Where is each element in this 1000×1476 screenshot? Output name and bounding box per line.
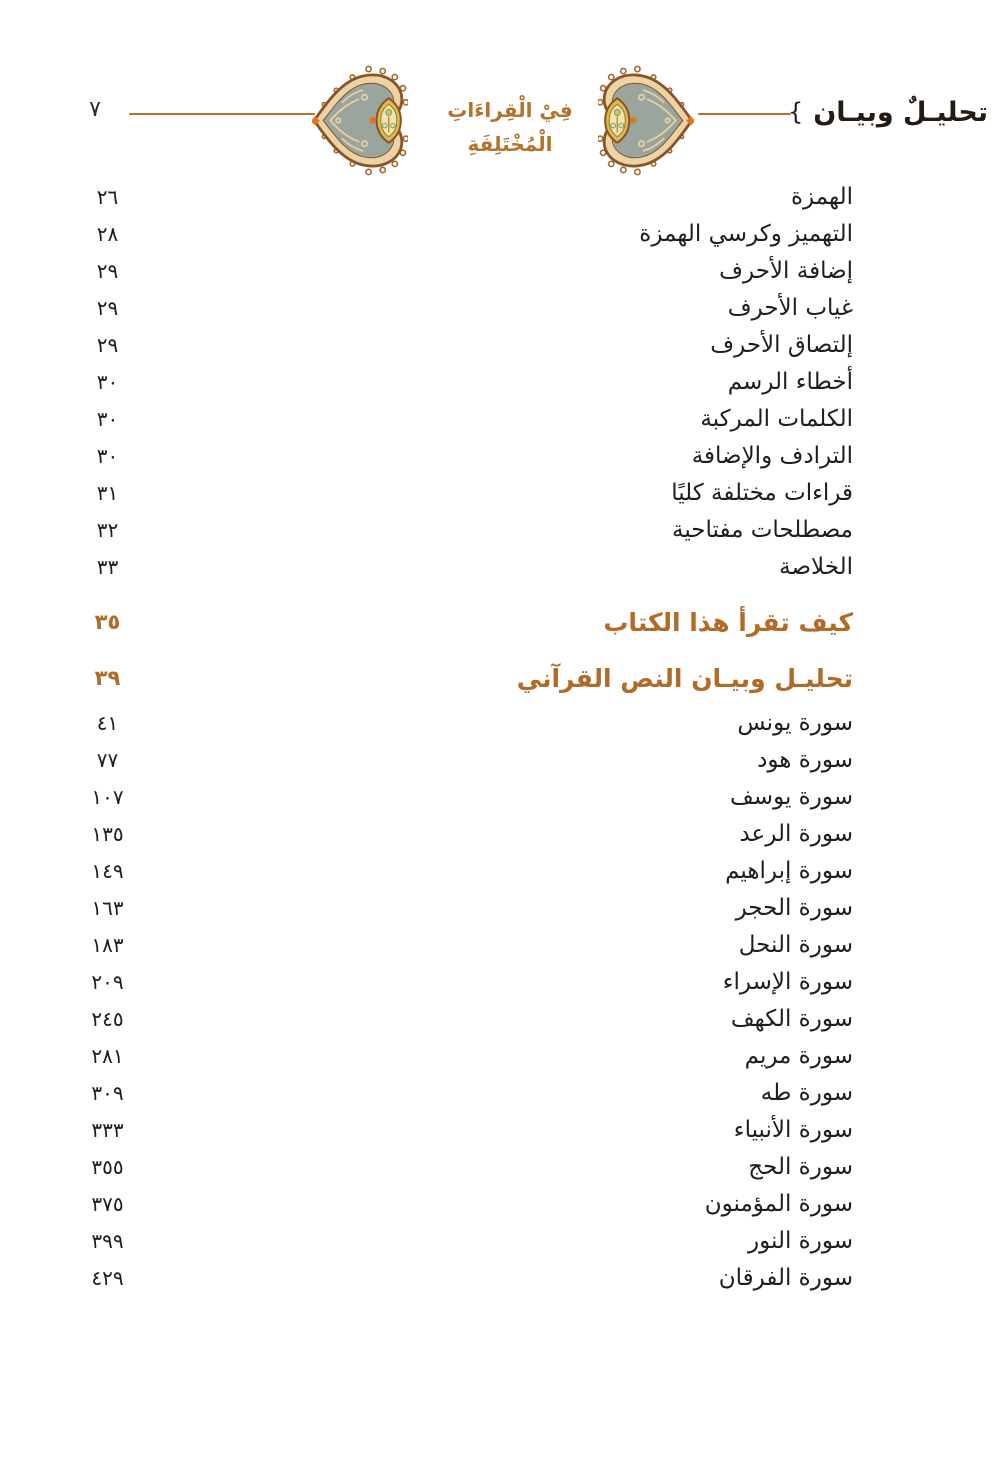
toc-heading-title: كيف تقرأ هذا الكتاب	[603, 607, 853, 637]
toc-page-number: ٣٣٣	[91, 1117, 124, 1142]
toc-row	[70, 704, 853, 741]
toc-page-number: ١٤٩	[91, 858, 124, 883]
toc-page-number: ٧٧	[96, 747, 119, 772]
toc-entry-title: الترادف والإضافة	[691, 442, 853, 469]
toc-page-number: ٢٩	[96, 332, 119, 357]
toc-row	[70, 400, 853, 437]
toc-row	[70, 1000, 853, 1037]
toc-entry-title: سورة الحج	[748, 1153, 853, 1180]
toc-entry-title: التهميز وكرسي الهمزة	[639, 220, 853, 247]
toc-page-number: ١٠٧	[91, 784, 124, 809]
header-rule-right	[698, 113, 791, 115]
toc-row	[70, 548, 853, 585]
toc-row	[70, 1111, 853, 1148]
toc-entry-title: الكلمات المركبة	[700, 405, 853, 432]
toc-row	[70, 363, 853, 400]
toc-page-number: ٤١	[96, 710, 119, 735]
toc-entry-title: سورة الكهف	[730, 1005, 853, 1032]
toc-entry-title: أخطاء الرسم	[727, 368, 853, 395]
toc-row	[70, 741, 853, 778]
toc-page-number: ٣٣	[96, 554, 119, 579]
toc-page-number: ١٨٣	[91, 932, 124, 957]
toc-entry-title: سورة طه	[760, 1079, 853, 1106]
brace-ornament: {	[787, 98, 804, 126]
toc-row	[70, 815, 853, 852]
toc-row	[70, 1148, 853, 1185]
running-head-text: تحليـلٌ وبيـان	[813, 96, 988, 128]
arabesque-ornament-icon	[312, 64, 408, 177]
arabesque-ornament-icon	[598, 64, 694, 177]
toc-row	[70, 437, 853, 474]
toc-entry-title: سورة النحل	[738, 931, 853, 958]
toc-row	[70, 474, 853, 511]
toc-page-number: ٣٧٥	[91, 1191, 124, 1216]
toc-page-number: ٢٨١	[91, 1043, 124, 1068]
toc-entry-title: سورة يوسف	[730, 783, 853, 810]
toc-entry-title: سورة المؤمنون	[704, 1190, 853, 1217]
toc-section-headings	[70, 594, 853, 706]
toc-page-number: ٤٢٩	[91, 1265, 124, 1290]
toc-section-intro	[70, 178, 853, 585]
toc-entry-title: سورة مريم	[744, 1042, 853, 1069]
toc-page-number: ٣٠	[96, 369, 119, 394]
toc-page-number: ٢٨	[96, 221, 119, 246]
toc-page-number: ٣٢	[96, 517, 119, 542]
toc-page-number: ٣٥	[94, 610, 121, 634]
toc-page-number: ٣٠	[96, 443, 119, 468]
toc-row	[70, 326, 853, 363]
toc-entry-title: الهمزة	[790, 183, 853, 210]
toc-entry-title: قراءات مختلفة كليًا	[671, 479, 853, 506]
toc-entry-title: سورة هود	[757, 746, 853, 773]
toc-entry-title: سورة الحجر	[735, 894, 853, 921]
running-head	[788, 88, 988, 136]
toc-entry-title: إلتصاق الأحرف	[710, 331, 853, 358]
toc-entry-title: إضافة الأحرف	[719, 257, 853, 284]
toc-page-number: ٣٥٥	[91, 1154, 124, 1179]
toc-row	[70, 1222, 853, 1259]
toc-row	[70, 289, 853, 326]
toc-page-number: ٢٤٥	[91, 1006, 124, 1031]
toc-row	[70, 252, 853, 289]
toc-entry-title: سورة يونس	[737, 709, 853, 736]
toc-page-number: ٣٠	[96, 406, 119, 431]
toc-section-surahs	[70, 704, 853, 1296]
toc-page-number: ٣١	[96, 480, 119, 505]
toc-page-number: ٢٩	[96, 258, 119, 283]
toc-row	[70, 889, 853, 926]
toc-entry-title: الخلاصة	[779, 553, 853, 580]
toc-entry-title: سورة الأنبياء	[733, 1116, 853, 1143]
toc-row	[70, 1074, 853, 1111]
toc-row	[70, 926, 853, 963]
toc-entry-title: سورة الرعد	[739, 820, 853, 847]
toc-entry-title: سورة النور	[748, 1227, 853, 1254]
toc-entry-title: سورة الإسراء	[722, 968, 853, 995]
toc-row	[70, 963, 853, 1000]
toc-row	[70, 215, 853, 252]
toc-page-number: ٢٩	[96, 295, 119, 320]
header-rule-left	[129, 113, 315, 115]
toc-page-number: ٣٩٩	[91, 1228, 124, 1253]
toc-page-number: ٣٩	[94, 666, 121, 690]
book-title: فِيْ الْقِراءَاتِ الْمُخْتَلِفَةِ	[447, 98, 573, 156]
toc-row	[70, 778, 853, 815]
toc-page-number: ٢٠٩	[91, 969, 124, 994]
toc-row	[70, 1259, 853, 1296]
toc-row	[70, 852, 853, 889]
toc-row	[70, 178, 853, 215]
toc-heading-row	[70, 650, 853, 706]
toc-entry-title: مصطلحات مفتاحية	[672, 516, 853, 543]
toc-page-number: ١٦٣	[91, 895, 124, 920]
toc-entry-title: غياب الأحرف	[727, 294, 853, 321]
toc-page-number: ٢٦	[96, 184, 119, 209]
folio-page-number: ٧	[89, 97, 101, 122]
toc-row	[70, 1037, 853, 1074]
toc-row	[70, 511, 853, 548]
toc-page-number: ٣٠٩	[91, 1080, 124, 1105]
toc-row	[70, 1185, 853, 1222]
toc-heading-row	[70, 594, 853, 650]
toc-entry-title: سورة إبراهيم	[725, 857, 853, 884]
toc-page-number: ١٣٥	[91, 821, 124, 846]
toc-entry-title: سورة الفرقان	[718, 1264, 853, 1291]
toc-heading-title: تحليـل وبيـان النص القرآني	[516, 663, 853, 693]
